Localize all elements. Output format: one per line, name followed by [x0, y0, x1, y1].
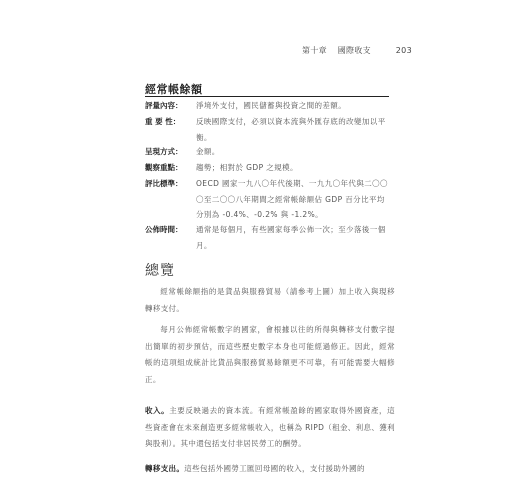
paragraph-lead: 轉移支出。: [145, 464, 185, 473]
body-paragraph: [145, 284, 395, 317]
paragraph-text: 這些包括外國勞工匯回母國的收入，支付援助外國的: [184, 464, 365, 473]
definition-value: 反映國際支付，必須以資本流與外匯存底的改變加以平衡。: [196, 117, 386, 142]
definition-label: 重 要 性：: [145, 117, 181, 126]
paragraph-text: 經常帳餘額指的是貨品與服務貿易（請參考上圖）加上收入與現移轉移支付。: [145, 287, 395, 313]
indicator-box-title: 經常帳餘額: [145, 83, 203, 96]
definition-label: 觀察重點：: [145, 163, 183, 172]
definition-value: 金額。: [196, 147, 220, 156]
section-heading: 總覽: [145, 263, 175, 279]
definition-value: 通常是每個月，有些國家每季公佈一次；至少落後一個月。: [196, 225, 386, 250]
definition-value: 淨境外支付，國民儲蓄與投資之間的差額。: [196, 101, 347, 110]
paragraph-text: 每月公佈經常帳數字的國家，會根據以往的所得與轉移支付數字提出簡單的初步預估，而這些歷史數字本身也可能經過修正。因此，經常帳的這項組成統計比貨品與服務貿易餘額更不可靠，有可能需要大幅修正。: [145, 325, 395, 384]
paragraph-lead: 收入。: [145, 406, 170, 415]
paragraph-text: 主要反映過去的資本流。有經常帳盈餘的國家取得外國資產，這些資產會在未來創造更多經常帳收入，也稱為 RIPD（租金、利息、獲利與股利）。其中還包括支付非居民勞工的酬勞。: [145, 406, 395, 448]
chapter-label: 第十章: [302, 46, 327, 55]
running-header: [302, 45, 412, 56]
definition-label: 評比標準：: [145, 179, 183, 188]
definition-label: 呈現方式：: [145, 147, 183, 156]
title-rule: [145, 96, 389, 97]
definition-label: 公佈時間：: [145, 225, 183, 234]
body-paragraph: [145, 461, 395, 478]
body-paragraph: [145, 322, 395, 388]
chapter-title: 國際收支: [337, 46, 371, 55]
definition-value: 趨勢；相對於 GDP 之規模。: [196, 163, 298, 172]
definition-label: 評量內容：: [145, 101, 183, 110]
page-number: 203: [395, 46, 412, 55]
definition-value: OECD 國家一九八〇年代後期、一九九〇年代與二〇〇〇至二〇〇八年期間之經常帳餘額佔 GDP 百分比平均分別為 -0.4%、-0.2% 與 -1.2%。: [196, 179, 388, 219]
body-paragraph: [145, 403, 395, 453]
